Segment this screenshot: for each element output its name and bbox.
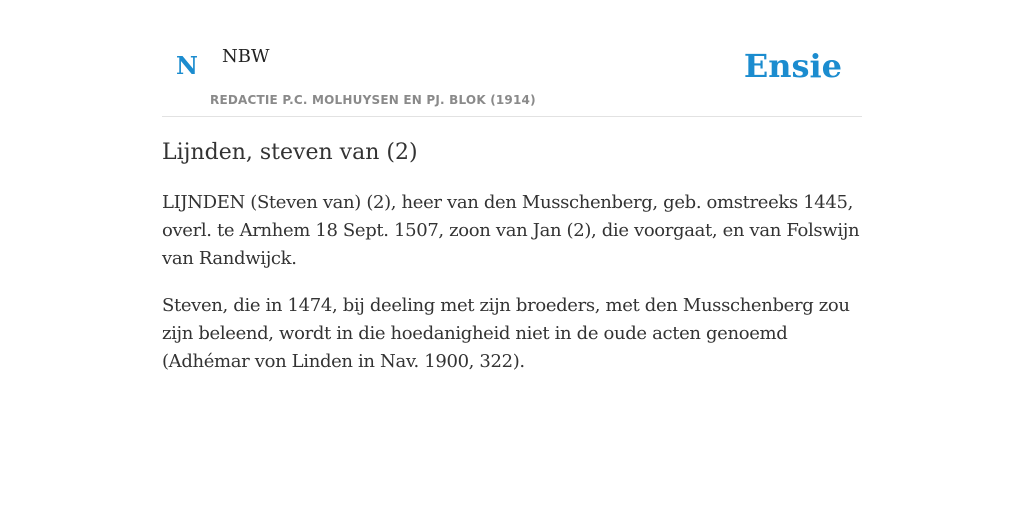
article-paragraph: Steven, die in 1474, bij deeling met zijn broeders, met den Musschenberg zou zijn beleend, wordt in die hoedanigheid niet in de oude acten genoemd (Adhémar von Linden in Nav. 1900, 322). <box>162 294 850 372</box>
article-title: Lijnden, steven van (2) <box>162 140 418 165</box>
ensie-brand-link[interactable]: Ensie <box>743 47 842 85</box>
series-editors: REDACTIE P.C. MOLHUYSEN EN PJ. BLOK (1914) <box>210 93 536 107</box>
nbw-logo-link[interactable]: N <box>176 51 198 80</box>
site-header <box>162 0 862 117</box>
article <box>162 138 862 395</box>
series-name: NBW <box>222 46 270 67</box>
article-paragraph: LIJNDEN (Steven van) (2), heer van den Musschenberg, geb. omstreeks 1445, overl. te Arnhem 18 Sept. 1507, zoon van Jan (2), die voorgaat, en van Folswijn van Randwijck. <box>162 191 860 269</box>
